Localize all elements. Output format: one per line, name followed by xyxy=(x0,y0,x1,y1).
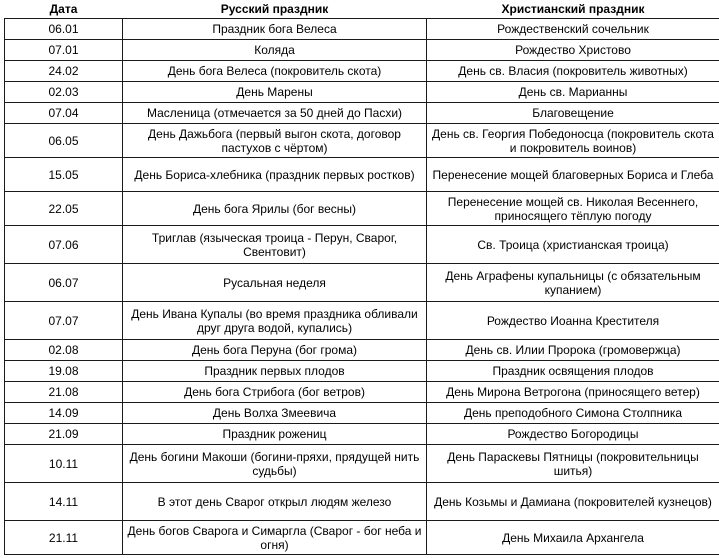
table-row xyxy=(5,403,719,424)
date-cell: 06.01 xyxy=(5,19,123,40)
russian-holiday-cell: День Волха Змеевича xyxy=(123,403,427,424)
christian-holiday-cell: Благовещение xyxy=(427,103,719,124)
christian-holiday-cell: День Параскевы Пятницы (покровительницы шитья) xyxy=(427,445,719,483)
russian-holiday-cell: День бога Ярилы (бог весны) xyxy=(123,192,427,226)
christian-holiday-cell: День св. Илии Пророка (громовержца) xyxy=(427,340,719,361)
header-christian-holiday: Христианский праздник xyxy=(501,2,645,16)
russian-holiday-cell: День богини Макоши (богини-пряхи, прядущей нить судьбы) xyxy=(123,445,427,483)
christian-holiday-cell: День преподобного Симона Столпника xyxy=(427,403,719,424)
header-date: Дата xyxy=(49,2,78,16)
table-row xyxy=(5,226,719,264)
russian-holiday-cell: День бога Велеса (покровитель скота) xyxy=(123,61,427,82)
christian-holiday-cell: Рождество Богородицы xyxy=(427,424,719,445)
date-cell: 06.05 xyxy=(5,124,123,158)
russian-holiday-cell: День Ивана Купалы (во время праздника обливали друг друга водой, купались) xyxy=(123,302,427,340)
table-row xyxy=(5,424,719,445)
date-cell: 21.08 xyxy=(5,382,123,403)
date-cell: 10.11 xyxy=(5,445,123,483)
christian-holiday-cell: День Аграфены купальницы (с обязательным купанием) xyxy=(427,264,719,302)
russian-holiday-cell: Праздник бога Велеса xyxy=(123,19,427,40)
date-cell: 19.08 xyxy=(5,361,123,382)
date-cell: 22.05 xyxy=(5,192,123,226)
russian-holiday-cell: День бога Стрибога (бог ветров) xyxy=(123,382,427,403)
date-cell: 07.06 xyxy=(5,226,123,264)
christian-holiday-cell: Праздник освящения плодов xyxy=(427,361,719,382)
date-cell: 21.11 xyxy=(5,521,123,555)
date-cell: 24.02 xyxy=(5,61,123,82)
table-row xyxy=(5,82,719,103)
table-row xyxy=(5,19,719,40)
holidays-table xyxy=(4,0,719,555)
christian-holiday-cell: День св. Власия (покровитель животных) xyxy=(427,61,719,82)
table-row xyxy=(5,158,719,192)
date-cell: 02.03 xyxy=(5,82,123,103)
date-cell: 02.08 xyxy=(5,340,123,361)
russian-holiday-cell: Коляда xyxy=(123,40,427,61)
header-row xyxy=(5,0,719,19)
table-row xyxy=(5,340,719,361)
christian-holiday-cell: День св. Георгия Победоносца (покровитель скота и покровитель воинов) xyxy=(427,124,719,158)
table-row xyxy=(5,302,719,340)
table-row xyxy=(5,40,719,61)
table-row xyxy=(5,61,719,82)
table-row xyxy=(5,382,719,403)
russian-holiday-cell: Масленица (отмечается за 50 дней до Пасхи) xyxy=(123,103,427,124)
table-row xyxy=(5,192,719,226)
date-cell: 07.07 xyxy=(5,302,123,340)
russian-holiday-cell: Праздник первых плодов xyxy=(123,361,427,382)
christian-holiday-cell: Перенесение мощей св. Николая Весеннего, приносящего тёплую погоду xyxy=(427,192,719,226)
christian-holiday-cell: Рождественский сочельник xyxy=(427,19,719,40)
date-cell: 06.07 xyxy=(5,264,123,302)
table-row xyxy=(5,521,719,555)
date-cell: 14.11 xyxy=(5,483,123,521)
christian-holiday-cell: День Козьмы и Дамиана (покровителей кузнецов) xyxy=(427,483,719,521)
russian-holiday-cell: День бога Перуна (бог грома) xyxy=(123,340,427,361)
russian-holiday-cell: Праздник рожениц xyxy=(123,424,427,445)
date-cell: 21.09 xyxy=(5,424,123,445)
russian-holiday-cell: В этот день Сварог открыл людям железо xyxy=(123,483,427,521)
table-row xyxy=(5,103,719,124)
christian-holiday-cell: Перенесение мощей благоверных Бориса и Глеба xyxy=(427,158,719,192)
russian-holiday-cell: День богов Сварога и Симаргла (Сварог - бог неба и огня) xyxy=(123,521,427,555)
russian-holiday-cell: День Бориса-хлебника (праздник первых ростков) xyxy=(123,158,427,192)
table-row xyxy=(5,483,719,521)
date-cell: 14.09 xyxy=(5,403,123,424)
christian-holiday-cell: День Мирона Ветрогона (приносящего ветер) xyxy=(427,382,719,403)
christian-holiday-cell: Рождество Христово xyxy=(427,40,719,61)
christian-holiday-cell: Рождество Иоанна Крестителя xyxy=(427,302,719,340)
header-russian-holiday: Русский праздник xyxy=(220,2,329,16)
russian-holiday-cell: День Марены xyxy=(123,82,427,103)
table-row xyxy=(5,124,719,158)
russian-holiday-cell: Русальная неделя xyxy=(123,264,427,302)
table-row xyxy=(5,264,719,302)
christian-holiday-cell: День Михаила Архангела xyxy=(427,521,719,555)
christian-holiday-cell: День св. Марианны xyxy=(427,82,719,103)
date-cell: 07.04 xyxy=(5,103,123,124)
table-row xyxy=(5,361,719,382)
date-cell: 07.01 xyxy=(5,40,123,61)
christian-holiday-cell: Св. Троица (христианская троица) xyxy=(427,226,719,264)
table-row xyxy=(5,445,719,483)
russian-holiday-cell: Триглав (языческая троица - Перун, Сварог, Свентовит) xyxy=(123,226,427,264)
date-cell: 15.05 xyxy=(5,158,123,192)
russian-holiday-cell: День Дажьбога (первый выгон скота, договор пастухов с чёртом) xyxy=(123,124,427,158)
